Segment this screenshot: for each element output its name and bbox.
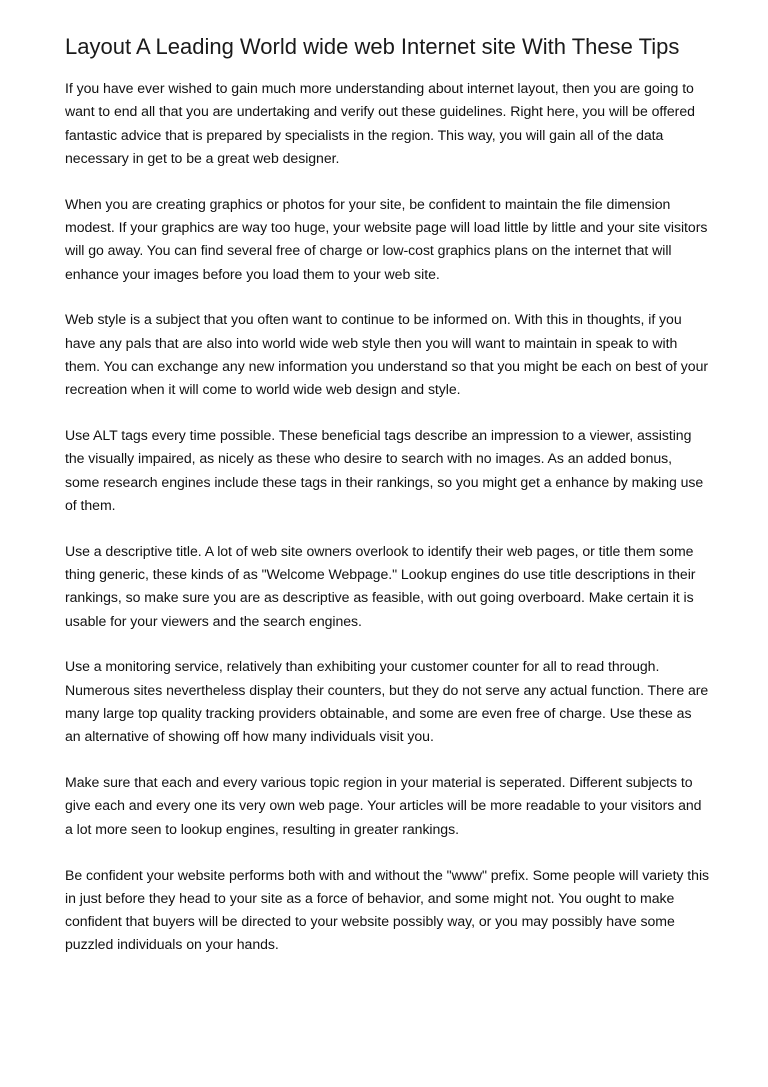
document-page [65, 35, 710, 979]
paragraph-www-prefix: Be confident your website performs both with and without the "www" prefix. Some people will variety this in just before they head to your site as a force of behavior, and some might not. You ought to make confident that buyers will be directed to your website possibly way, or you may possibly have some puzzled individuals on your hands. [65, 866, 710, 953]
paragraph-graphics: When you are creating graphics or photos for your site, be confident to maintain the file dimension modest. If your graphics are way too huge, your website page will load little by little and your site visitors will go away. You can find several free of charge or low-cost graphics plans on the internet that will enhance your images before you load them to your web site. [65, 195, 708, 282]
paragraph-topic-regions: Make sure that each and every various topic region in your material is seperated. Different subjects to give each and every one its very own web page. Your articles will be more readable to your visitors and a lot more seen to lookup engines, resulting in greater rankings. [65, 774, 702, 837]
paragraph-monitoring-service: Use a monitoring service, relatively than exhibiting your customer counter for all to read through. Numerous sites nevertheless display their counters, but they do not serve any actual function. There are many large top quality tracking providers obtainable, and some are even free of charge. Use these as an alternative of showing off how many individuals visit you. [65, 658, 709, 745]
paragraph-web-style: Web style is a subject that you often want to continue to be informed on. With this in thoughts, if you have any pals that are also into world wide web style then you will want to maintain in speak to with them. You can exchange any new information you understand so that you might be each on best of your recreation when it will come to world wide web design and style. [65, 311, 709, 398]
paragraph-descriptive-title: Use a descriptive title. A lot of web site owners overlook to identify their web pages, or title them some thing generic, these kinds of as "Welcome Webpage." Lookup engines do use title descriptions in their rankings, so make sure you are as descriptive as feasible, with out going overboard. Make certain it is usable for your viewers and the search engines. [65, 542, 696, 629]
paragraph-image-size: If you have ever wished to gain much more understanding about internet layout, then you are going to want to end all that you are undertaking and verify out these guidelines. Right here, you will be offered fantastic advice that is prepared by specialists in the region. This way, you will gain all of the data necessary in get to be a great web designer. [65, 80, 695, 166]
document-title: Layout A Leading World wide web Internet site With These Tips [65, 34, 680, 59]
paragraph-alt-tags: Use ALT tags every time possible. These beneficial tags describe an impression to a viewer, assisting the visually impaired, as nicely as these who desire to search with no images. As an added bonus, some research engines include these tags in their rankings, so you might get a enhance by making use of them. [65, 427, 704, 513]
